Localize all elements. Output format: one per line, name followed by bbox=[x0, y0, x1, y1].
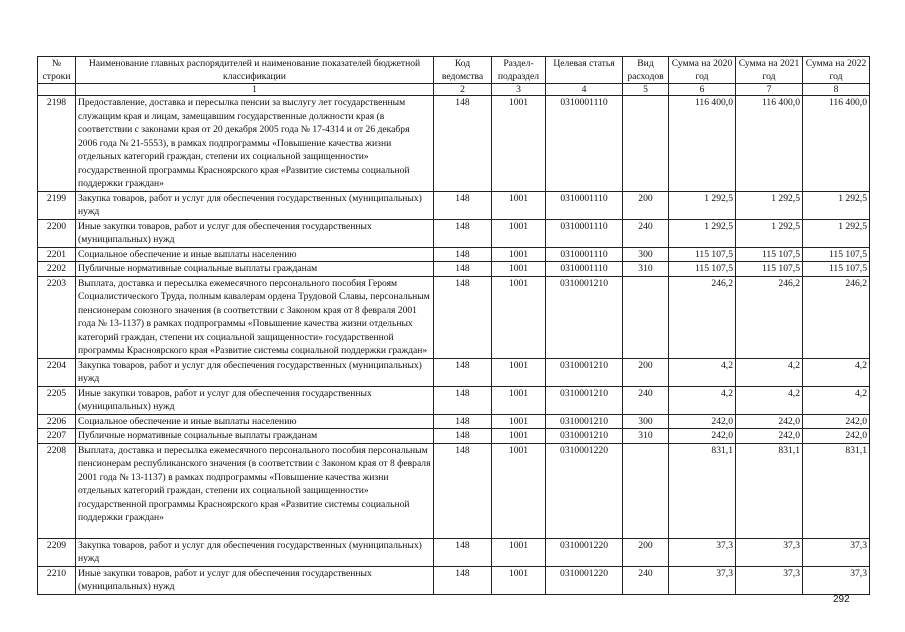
row-sum-2022: 1 292,5 bbox=[803, 219, 870, 247]
row-name: Иные закупки товаров, работ и услуг для обеспечения государственных (муниципальных) нужд bbox=[76, 386, 434, 414]
row-sum-2020: 246,2 bbox=[669, 276, 736, 358]
row-exp-type bbox=[623, 443, 669, 538]
row-name: Иные закупки товаров, работ и услуг для обеспечения государственных (муниципальных) нужд bbox=[76, 566, 434, 594]
table-row bbox=[38, 247, 870, 262]
table-row bbox=[38, 262, 870, 277]
row-number: 2209 bbox=[38, 538, 76, 566]
row-sum-2021: 37,3 bbox=[736, 538, 803, 566]
row-target: 0310001210 bbox=[546, 358, 623, 386]
row-target: 0310001210 bbox=[546, 276, 623, 358]
header-row-no: № строки bbox=[38, 57, 76, 84]
row-name: Социальное обеспечение и иные выплаты населению bbox=[76, 247, 434, 262]
table-row bbox=[38, 386, 870, 414]
row-sum-2021: 242,0 bbox=[736, 429, 803, 444]
row-sum-2022: 242,0 bbox=[803, 414, 870, 429]
row-section: 1001 bbox=[492, 276, 546, 358]
page-number: 292 bbox=[833, 594, 850, 605]
row-sum-2022: 4,2 bbox=[803, 386, 870, 414]
header-section: Раздел-подраздел bbox=[492, 57, 546, 84]
table-row bbox=[38, 429, 870, 444]
row-sum-2022: 37,3 bbox=[803, 566, 870, 594]
row-name: Социальное обеспечение и иные выплаты населению bbox=[76, 414, 434, 429]
row-section: 1001 bbox=[492, 386, 546, 414]
row-exp-type: 200 bbox=[623, 191, 669, 219]
row-sum-2021: 4,2 bbox=[736, 386, 803, 414]
header-sum-2022: Сумма на 2022 год bbox=[803, 57, 870, 84]
row-name: Закупка товаров, работ и услуг для обеспечения государственных (муниципальных) нужд bbox=[76, 538, 434, 566]
header-row bbox=[38, 57, 870, 84]
header-target: Целевая статья bbox=[546, 57, 623, 84]
row-target: 0310001110 bbox=[546, 219, 623, 247]
row-name: Закупка товаров, работ и услуг для обеспечения государственных (муниципальных) нужд bbox=[76, 358, 434, 386]
row-name: Выплата, доставка и пересылка ежемесячного персонального пособия персональным пенсионерам республиканского значения (в соответствии с Законом края от 8 февраля 2001 года № 13-1137) в рамках подпрограммы «Повышение качества жизни отдельных категорий граждан, степени их социальной защищенности» государственной программы Красноярского края «Развитие системы социальной поддержки граждан» bbox=[76, 443, 434, 538]
row-sum-2021: 37,3 bbox=[736, 566, 803, 594]
row-sum-2022: 242,0 bbox=[803, 429, 870, 444]
row-sum-2020: 37,3 bbox=[669, 538, 736, 566]
row-number: 2200 bbox=[38, 219, 76, 247]
row-dept-code: 148 bbox=[434, 191, 492, 219]
row-dept-code: 148 bbox=[434, 538, 492, 566]
row-sum-2020: 4,2 bbox=[669, 358, 736, 386]
row-number: 2206 bbox=[38, 414, 76, 429]
row-sum-2021: 115 107,5 bbox=[736, 247, 803, 262]
row-section: 1001 bbox=[492, 96, 546, 192]
row-exp-type: 200 bbox=[623, 358, 669, 386]
row-sum-2021: 116 400,0 bbox=[736, 96, 803, 192]
table-row bbox=[38, 96, 870, 192]
column-number bbox=[38, 84, 76, 96]
table-row bbox=[38, 414, 870, 429]
row-sum-2020: 115 107,5 bbox=[669, 247, 736, 262]
row-dept-code: 148 bbox=[434, 358, 492, 386]
row-target: 0310001110 bbox=[546, 191, 623, 219]
row-number: 2210 bbox=[38, 566, 76, 594]
header-exp-type: Вид расходов bbox=[623, 57, 669, 84]
row-exp-type bbox=[623, 276, 669, 358]
column-number: 6 bbox=[669, 84, 736, 96]
row-target: 0310001110 bbox=[546, 247, 623, 262]
header-name: Наименование главных распорядителей и наименование показателей бюджетной классификации bbox=[76, 57, 434, 84]
row-section: 1001 bbox=[492, 247, 546, 262]
row-sum-2022: 116 400,0 bbox=[803, 96, 870, 192]
row-exp-type: 310 bbox=[623, 429, 669, 444]
table-row bbox=[38, 276, 870, 358]
column-number: 1 bbox=[76, 84, 434, 96]
row-sum-2020: 1 292,5 bbox=[669, 191, 736, 219]
row-sum-2022: 4,2 bbox=[803, 358, 870, 386]
row-name: Иные закупки товаров, работ и услуг для обеспечения государственных (муниципальных) нужд bbox=[76, 219, 434, 247]
row-dept-code: 148 bbox=[434, 276, 492, 358]
row-exp-type: 240 bbox=[623, 386, 669, 414]
header-sum-2020: Сумма на 2020 год bbox=[669, 57, 736, 84]
row-sum-2021: 246,2 bbox=[736, 276, 803, 358]
row-target: 0310001220 bbox=[546, 443, 623, 538]
row-section: 1001 bbox=[492, 429, 546, 444]
row-exp-type: 200 bbox=[623, 538, 669, 566]
row-sum-2020: 1 292,5 bbox=[669, 219, 736, 247]
row-exp-type: 300 bbox=[623, 247, 669, 262]
row-target: 0310001110 bbox=[546, 96, 623, 192]
row-dept-code: 148 bbox=[434, 247, 492, 262]
row-sum-2022: 831,1 bbox=[803, 443, 870, 538]
row-dept-code: 148 bbox=[434, 566, 492, 594]
row-dept-code: 148 bbox=[434, 96, 492, 192]
row-dept-code: 148 bbox=[434, 414, 492, 429]
column-number: 4 bbox=[546, 84, 623, 96]
table-row bbox=[38, 566, 870, 594]
row-name: Публичные нормативные социальные выплаты гражданам bbox=[76, 262, 434, 277]
row-sum-2021: 831,1 bbox=[736, 443, 803, 538]
row-sum-2020: 37,3 bbox=[669, 566, 736, 594]
column-number: 5 bbox=[623, 84, 669, 96]
row-section: 1001 bbox=[492, 414, 546, 429]
row-number: 2204 bbox=[38, 358, 76, 386]
row-sum-2021: 115 107,5 bbox=[736, 262, 803, 277]
row-target: 0310001220 bbox=[546, 566, 623, 594]
row-sum-2020: 831,1 bbox=[669, 443, 736, 538]
row-name: Закупка товаров, работ и услуг для обеспечения государственных (муниципальных) нужд bbox=[76, 191, 434, 219]
table-row bbox=[38, 219, 870, 247]
column-number: 8 bbox=[803, 84, 870, 96]
row-sum-2021: 4,2 bbox=[736, 358, 803, 386]
row-sum-2020: 242,0 bbox=[669, 429, 736, 444]
row-dept-code: 148 bbox=[434, 443, 492, 538]
row-sum-2020: 115 107,5 bbox=[669, 262, 736, 277]
row-sum-2022: 115 107,5 bbox=[803, 247, 870, 262]
row-exp-type: 240 bbox=[623, 566, 669, 594]
row-sum-2021: 242,0 bbox=[736, 414, 803, 429]
header-sum-2021: Сумма на 2021 год bbox=[736, 57, 803, 84]
row-exp-type: 240 bbox=[623, 219, 669, 247]
row-exp-type: 300 bbox=[623, 414, 669, 429]
row-section: 1001 bbox=[492, 566, 546, 594]
row-dept-code: 148 bbox=[434, 386, 492, 414]
row-section: 1001 bbox=[492, 358, 546, 386]
row-section: 1001 bbox=[492, 191, 546, 219]
row-sum-2021: 1 292,5 bbox=[736, 219, 803, 247]
table-row bbox=[38, 443, 870, 538]
row-name: Выплата, доставка и пересылка ежемесячного персонального пособия Героям Социалистического Труда, полным кавалерам ордена Трудовой Славы, персональным пенсионерам союзного значения (в соответствии с Законом края от 8 февраля 2001 года № 13-1137) в рамках подпрограммы «Повышение качества жизни отдельных категорий граждан, степени их социальной защищенности» государственной программы Красноярского края «Развитие системы социальной поддержки граждан» bbox=[76, 276, 434, 358]
row-target: 0310001210 bbox=[546, 414, 623, 429]
budget-table bbox=[37, 56, 870, 595]
row-target: 0310001210 bbox=[546, 386, 623, 414]
row-dept-code: 148 bbox=[434, 219, 492, 247]
row-section: 1001 bbox=[492, 538, 546, 566]
row-number: 2205 bbox=[38, 386, 76, 414]
column-number: 3 bbox=[492, 84, 546, 96]
row-sum-2022: 37,3 bbox=[803, 538, 870, 566]
row-target: 0310001110 bbox=[546, 262, 623, 277]
row-name: Публичные нормативные социальные выплаты гражданам bbox=[76, 429, 434, 444]
row-number: 2203 bbox=[38, 276, 76, 358]
row-number: 2199 bbox=[38, 191, 76, 219]
row-dept-code: 148 bbox=[434, 262, 492, 277]
row-section: 1001 bbox=[492, 443, 546, 538]
row-sum-2022: 1 292,5 bbox=[803, 191, 870, 219]
row-dept-code: 148 bbox=[434, 429, 492, 444]
table-row bbox=[38, 191, 870, 219]
row-sum-2020: 116 400,0 bbox=[669, 96, 736, 192]
row-target: 0310001210 bbox=[546, 429, 623, 444]
column-number: 2 bbox=[434, 84, 492, 96]
row-exp-type bbox=[623, 96, 669, 192]
header-dept-code: Код ведомства bbox=[434, 57, 492, 84]
column-numbers-row bbox=[38, 84, 870, 96]
row-number: 2201 bbox=[38, 247, 76, 262]
row-number: 2202 bbox=[38, 262, 76, 277]
row-section: 1001 bbox=[492, 262, 546, 277]
row-target: 0310001220 bbox=[546, 538, 623, 566]
column-number: 7 bbox=[736, 84, 803, 96]
table-row bbox=[38, 538, 870, 566]
row-exp-type: 310 bbox=[623, 262, 669, 277]
row-number: 2198 bbox=[38, 96, 76, 192]
row-sum-2021: 1 292,5 bbox=[736, 191, 803, 219]
row-name: Предоставление, доставка и пересылка пенсии за выслугу лет государственным служащим края и лицам, замещавшим государственные должности края (в соответствии с законами края от 20 декабря 2005 года № 17-4314 и от 26 декабря 2006 года № 21-5553), в рамках подпрограммы «Повышение качества жизни отдельных категорий граждан, степени их социальной защищенности» государственной программы Красноярского края «Развитие системы социальной поддержки граждан» bbox=[76, 96, 434, 192]
row-number: 2207 bbox=[38, 429, 76, 444]
row-sum-2020: 242,0 bbox=[669, 414, 736, 429]
row-section: 1001 bbox=[492, 219, 546, 247]
row-number: 2208 bbox=[38, 443, 76, 538]
row-sum-2022: 246,2 bbox=[803, 276, 870, 358]
row-sum-2022: 115 107,5 bbox=[803, 262, 870, 277]
table-row bbox=[38, 358, 870, 386]
row-sum-2020: 4,2 bbox=[669, 386, 736, 414]
